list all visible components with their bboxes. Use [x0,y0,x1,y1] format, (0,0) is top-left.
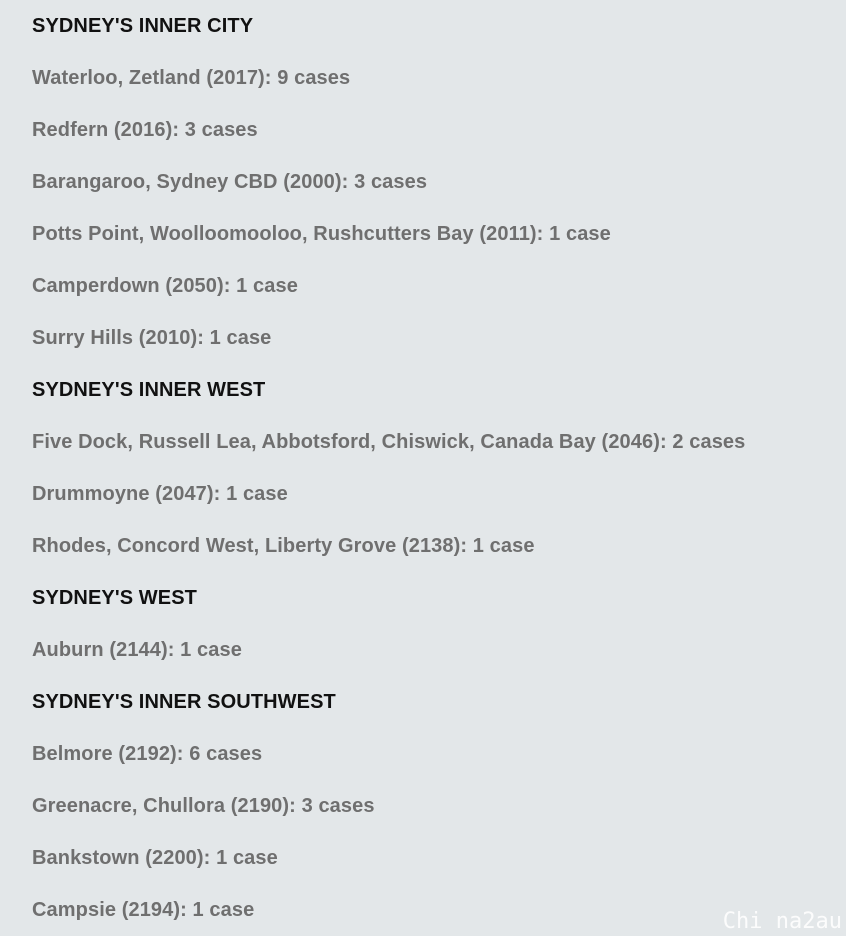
list-item: Greenacre, Chullora (2190): 3 cases [32,794,375,817]
section-heading-inner-city: SYDNEY'S INNER CITY [32,14,254,37]
section-heading-inner-southwest: SYDNEY'S INNER SOUTHWEST [32,690,336,713]
list-item: Surry Hills (2010): 1 case [32,326,272,349]
list-item: Belmore (2192): 6 cases [32,742,263,765]
section-heading-inner-west: SYDNEY'S INNER WEST [32,378,266,401]
watermark: Chi na2au [722,909,842,934]
list-item: Auburn (2144): 1 case [32,638,242,661]
list-item: Waterloo, Zetland (2017): 9 cases [32,66,351,89]
list-item: Barangaroo, Sydney CBD (2000): 3 cases [32,170,428,193]
list-item: Bankstown (2200): 1 case [32,846,278,869]
list-item: Five Dock, Russell Lea, Abbotsford, Chiswick, Canada Bay (2046): 2 cases [32,430,746,453]
list-item: Potts Point, Woolloomooloo, Rushcutters Bay (2011): 1 case [32,222,611,245]
list-item: Drummoyne (2047): 1 case [32,482,288,505]
case-list [32,0,846,936]
list-item: Campsie (2194): 1 case [32,898,255,921]
section-heading-west: SYDNEY'S WEST [32,586,197,609]
list-item: Rhodes, Concord West, Liberty Grove (2138): 1 case [32,534,535,557]
list-item: Redfern (2016): 3 cases [32,118,258,141]
list-item: Camperdown (2050): 1 case [32,274,298,297]
